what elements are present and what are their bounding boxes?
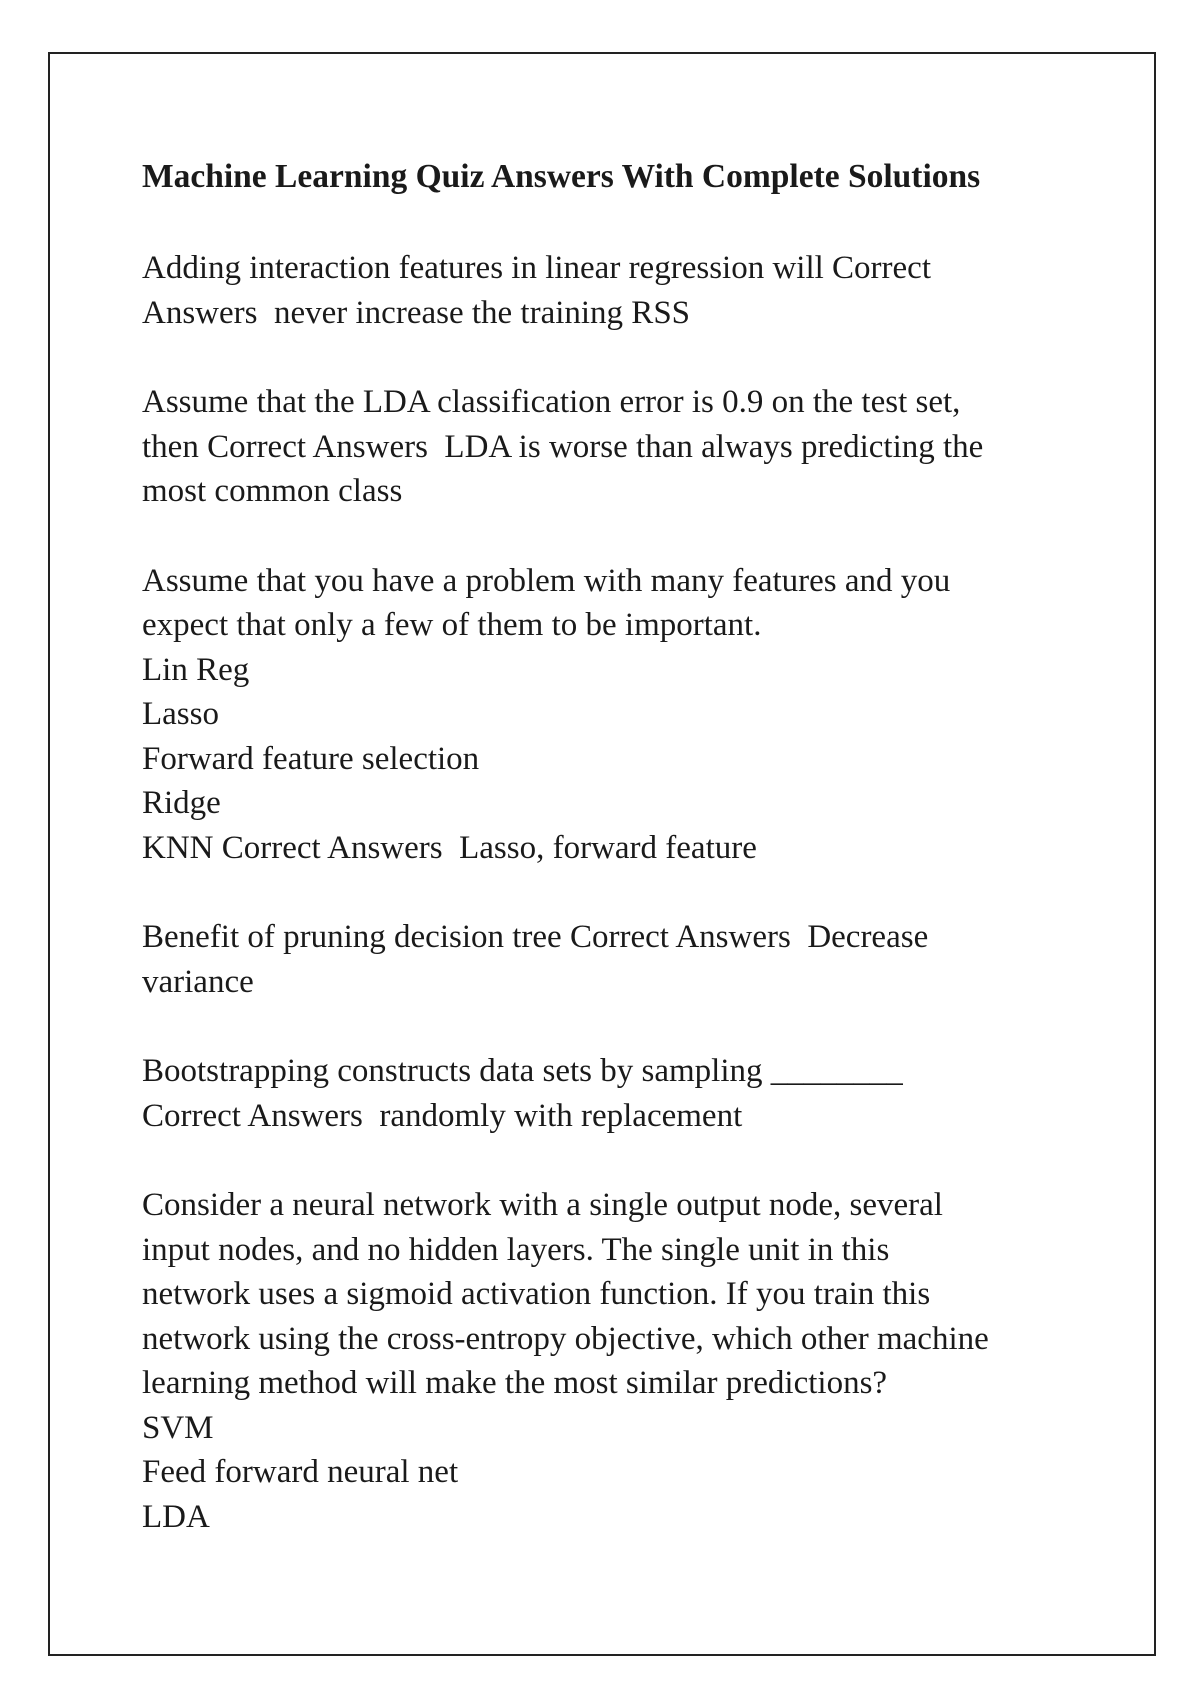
text-line: Ridge (142, 785, 221, 821)
text-line: network uses a sigmoid activation function. If you train this (142, 1276, 931, 1312)
qa-list (142, 246, 1072, 1539)
text-line: Lin Reg (142, 651, 250, 688)
document-title: Machine Learning Quiz Answers With Complete Solutions (142, 158, 981, 195)
text-line: Adding interaction features in linear regression will Correct (142, 250, 931, 286)
qa-block (142, 1049, 1072, 1138)
text-line: learning method will make the most similar predictions? (142, 1365, 888, 1401)
text-line: Assume that you have a problem with many features and you (142, 562, 951, 599)
text-line: network using the cross-entropy objective, which other machine (142, 1320, 989, 1357)
text-line: Feed forward neural net (142, 1454, 459, 1490)
qa-block (142, 246, 1072, 335)
text-line: Answers never increase the training RSS (142, 294, 691, 331)
text-line: Bootstrapping constructs data sets by sampling ________ (142, 1053, 903, 1089)
qa-block (142, 915, 1072, 1004)
text-line: Assume that the LDA classification error is 0.9 on the test set, (142, 384, 961, 420)
text-line: Consider a neural network with a single output node, several (142, 1187, 943, 1223)
text-line: variance (142, 963, 254, 1000)
text-line: LDA (142, 1498, 210, 1535)
text-line: KNN Correct Answers Lasso, forward feature (142, 829, 757, 866)
qa-block (142, 559, 1072, 871)
text-line: Correct Answers randomly with replacement (142, 1097, 743, 1134)
text-line: then Correct Answers LDA is worse than always predicting the (142, 428, 984, 465)
qa-block (142, 380, 1072, 514)
text-line: most common class (142, 473, 403, 509)
text-line: SVM (142, 1409, 214, 1446)
qa-block (142, 1183, 1072, 1539)
text-line: Benefit of pruning decision tree Correct Answers Decrease (142, 919, 929, 955)
text-line: Lasso (142, 696, 219, 732)
text-line: expect that only a few of them to be important. (142, 607, 762, 643)
document-body (142, 155, 1072, 1584)
text-line: input nodes, and no hidden layers. The single unit in this (142, 1231, 890, 1268)
text-line: Forward feature selection (142, 740, 480, 777)
